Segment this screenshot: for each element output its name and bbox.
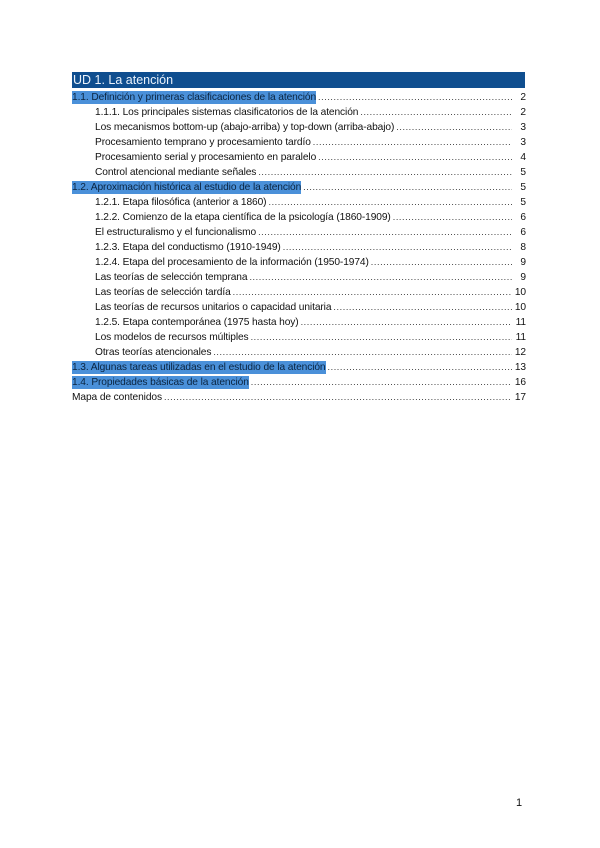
toc-dot-leader: [233, 286, 512, 299]
toc-entry[interactable]: [72, 134, 526, 149]
toc-entry-title: Los modelos de recursos múltiples: [95, 332, 249, 343]
toc-entry-title: Las teorías de selección tardía: [95, 287, 231, 298]
toc-entry-page: 2: [520, 107, 526, 118]
toc-entry[interactable]: [72, 209, 526, 224]
toc-entry-page: 6: [520, 227, 526, 238]
toc-entry[interactable]: [72, 239, 526, 254]
toc-entry-page: 4: [520, 152, 526, 163]
toc-dot-leader: [268, 196, 512, 209]
toc-dot-leader: [213, 346, 512, 359]
toc-entry-page: 5: [520, 197, 526, 208]
toc-entry-title: 1.2.4. Etapa del procesamiento de la información (1950-1974): [95, 257, 369, 268]
toc-entry-page: 3: [520, 137, 526, 148]
toc-entry-page: 11: [515, 332, 526, 343]
toc-entry-title: 1.2.1. Etapa filosófica (anterior a 1860): [95, 197, 267, 208]
toc-entry-title: Otras teorías atencionales: [95, 347, 212, 358]
toc-entry[interactable]: [72, 194, 526, 209]
toc-entry-title: Mapa de contenidos: [72, 392, 162, 403]
toc-dot-leader: [328, 361, 513, 374]
toc-entry-page: 13: [514, 362, 526, 373]
toc-entry-title: 1.2.5. Etapa contemporánea (1975 hasta hoy): [95, 317, 299, 328]
page-number: 1: [516, 797, 523, 809]
toc-entry-title: Las teorías de recursos unitarios o capacidad unitaria: [95, 302, 332, 313]
toc-entry[interactable]: [72, 299, 526, 314]
toc-entry[interactable]: [72, 374, 526, 389]
toc-dot-leader: [249, 271, 512, 284]
toc-entry-title: Procesamiento temprano y procesamiento tardío: [95, 137, 311, 148]
toc-entry-title: 1.3. Algunas tareas utilizadas en el estudio de la atención: [72, 362, 326, 373]
toc-entry[interactable]: [72, 389, 526, 404]
toc-entry[interactable]: [72, 359, 526, 374]
toc-dot-leader: [393, 211, 512, 224]
toc-entry[interactable]: [72, 314, 526, 329]
toc-dot-leader: [258, 226, 512, 239]
toc-dot-leader: [251, 376, 512, 389]
toc-entry-page: 10: [514, 302, 526, 313]
toc-dot-leader: [360, 106, 512, 119]
toc-entry-title: 1.4. Propiedades básicas de la atención: [72, 377, 249, 388]
toc-dot-leader: [251, 331, 512, 344]
toc-dot-leader: [164, 391, 512, 404]
toc-entry[interactable]: [72, 119, 526, 134]
toc-entry-page: 11: [515, 317, 526, 328]
toc-entry-title: El estructuralismo y el funcionalismo: [95, 227, 257, 238]
toc-entry[interactable]: [72, 269, 526, 284]
toc-entry[interactable]: [72, 89, 526, 104]
toc-entry-title: 1.2. Aproximación histórica al estudio de la atención: [72, 182, 302, 193]
toc-entry[interactable]: [72, 104, 526, 119]
toc-entry-page: 16: [514, 377, 526, 388]
toc-dot-leader: [283, 241, 512, 254]
toc-dot-leader: [318, 151, 512, 164]
table-of-contents: [72, 89, 526, 404]
toc-dot-leader: [301, 316, 512, 329]
toc-entry[interactable]: [72, 254, 526, 269]
toc-dot-leader: [396, 121, 512, 134]
toc-entry-title: Las teorías de selección temprana: [95, 272, 248, 283]
toc-entry-page: 12: [514, 347, 526, 358]
toc-entry-page: 10: [514, 287, 526, 298]
toc-entry-page: 3: [520, 122, 526, 133]
toc-entry-title: 1.2.2. Comienzo de la etapa científica de la psicología (1860-1909): [95, 212, 391, 223]
toc-entry-title: 1.2.3. Etapa del conductismo (1910-1949): [95, 242, 281, 253]
toc-dot-leader: [371, 256, 512, 269]
toc-dot-leader: [318, 91, 512, 104]
toc-entry[interactable]: [72, 179, 526, 194]
toc-entry[interactable]: [72, 329, 526, 344]
toc-entry-title: Los mecanismos bottom-up (abajo-arriba) y top-down (arriba-abajo): [95, 122, 395, 133]
toc-entry-page: 17: [514, 392, 526, 403]
toc-entry-page: 2: [520, 92, 526, 103]
toc-entry-page: 6: [520, 212, 526, 223]
toc-entry-title: Procesamiento serial y procesamiento en paralelo: [95, 152, 317, 163]
toc-entry[interactable]: [72, 284, 526, 299]
toc-entry[interactable]: [72, 224, 526, 239]
toc-entry[interactable]: [72, 344, 526, 359]
toc-dot-leader: [313, 136, 512, 149]
toc-entry[interactable]: [72, 149, 526, 164]
toc-entry-page: 9: [520, 272, 526, 283]
toc-entry-page: 5: [520, 182, 526, 193]
toc-entry-page: 9: [520, 257, 526, 268]
toc-dot-leader: [303, 181, 512, 194]
toc-entry-page: 5: [520, 167, 526, 178]
toc-dot-leader: [258, 166, 512, 179]
toc-entry-title: Control atencional mediante señales: [95, 167, 257, 178]
toc-entry-page: 8: [520, 242, 526, 253]
document-title: UD 1. La atención: [73, 73, 174, 87]
toc-entry-title: 1.1. Definición y primeras clasificaciones de la atención: [72, 92, 317, 103]
toc-entry[interactable]: [72, 164, 526, 179]
toc-dot-leader: [333, 301, 512, 314]
toc-entry-title: 1.1.1. Los principales sistemas clasificatorios de la atención: [95, 107, 359, 118]
